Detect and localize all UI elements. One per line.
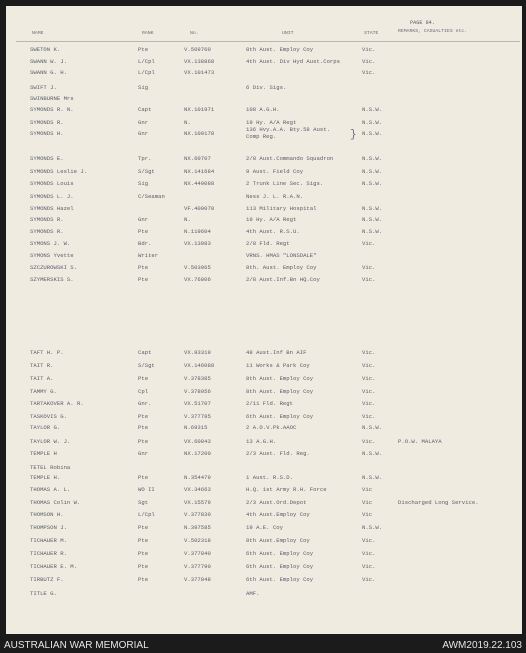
row-rank: Pte	[138, 524, 149, 531]
row-service-number: NX.100178	[184, 130, 215, 137]
row-rank: C/Seaman	[138, 193, 165, 200]
row-service-number: V.509760	[184, 46, 211, 53]
row-rank: S/Sgt	[138, 362, 155, 369]
page-number: PAGE 84.	[410, 20, 435, 26]
row-service-number: VX.34663	[184, 486, 211, 493]
column-header-rank: RANK	[142, 31, 154, 36]
column-header-name: NAME	[32, 31, 44, 36]
row-unit: 108 A.G.H.	[246, 106, 280, 113]
row-unit: 4th Aust.Employ Coy	[246, 511, 310, 518]
row-name: TASKOVIS G.	[30, 413, 67, 420]
row-service-number: V.378056	[184, 388, 211, 395]
row-unit: 113 Military Hospital	[246, 205, 317, 212]
row-rank: Cpl	[138, 388, 149, 395]
row-service-number: V.377848	[184, 576, 211, 583]
row-service-number: V.503965	[184, 264, 211, 271]
row-service-number: VX.101473	[184, 69, 215, 76]
row-name: TEMPLE H	[30, 450, 57, 457]
row-unit: 6th Aust. Employ Coy	[246, 550, 314, 557]
institution-caption: AUSTRALIAN WAR MEMORIAL	[4, 640, 149, 651]
row-unit: 136 Hvy.A.A. Bty.58 Aust. Comp Reg.	[246, 126, 330, 140]
row-name: SYMONDS R.	[30, 216, 64, 223]
row-name: TICHAUER M.	[30, 537, 67, 544]
row-unit: 4th Aust. Div Hyd Aust.Corps	[246, 58, 340, 65]
row-rank: Tpr.	[138, 155, 152, 162]
row-state: N.S.W.	[362, 180, 383, 187]
column-header-remarks: REMARKS, CASUALTIES etc.	[398, 29, 468, 34]
row-service-number: V.377840	[184, 550, 211, 557]
row-unit: 8th Aust. Employ Coy	[246, 375, 314, 382]
row-unit: 2/8 Fld. Regt	[246, 240, 290, 247]
row-unit: Ness J. L. R.A.N.	[246, 193, 304, 200]
row-unit: 8th Aust. Employ Coy	[246, 46, 314, 53]
row-unit: 13 A.G.H.	[246, 438, 277, 445]
row-rank: Sig	[138, 180, 149, 187]
row-state: Vic	[362, 499, 373, 506]
row-name: THOMAS A. L.	[30, 486, 71, 493]
row-rank: Gnr	[138, 119, 149, 126]
row-state: Vic.	[362, 375, 376, 382]
row-state: N.S.W.	[362, 205, 383, 212]
row-unit: 2/11 Fld. Regt	[246, 400, 293, 407]
row-state: Vic.	[362, 362, 376, 369]
row-service-number: VX.146088	[184, 362, 215, 369]
row-name: SYMONS J. W.	[30, 240, 71, 247]
row-state: N.S.W.	[362, 424, 383, 431]
row-unit: 2 A.O.V.Pk.AAOC	[246, 424, 297, 431]
row-state: Vic.	[362, 413, 376, 420]
row-name: TARTAKOVER A. R.	[30, 400, 84, 407]
row-rank: L/Cpl	[138, 58, 155, 65]
row-rank: Pte	[138, 537, 149, 544]
row-unit: 2 Trunk Line Sec. Sigs.	[246, 180, 324, 187]
row-rank: Capt	[138, 349, 152, 356]
row-name: TICHAUER E. M.	[30, 563, 77, 570]
row-name: SYMONDS E.	[30, 155, 64, 162]
row-rank: Gnr	[138, 130, 149, 137]
row-name: TITLE G.	[30, 590, 57, 597]
row-unit: H.Q. 1st Army R.H. Force	[246, 486, 327, 493]
row-service-number: V.377790	[184, 563, 211, 570]
row-unit: 19 A.E. Coy	[246, 524, 283, 531]
row-rank: Pte	[138, 46, 149, 53]
row-name: SWINBURNE Mrs	[30, 95, 74, 102]
row-name: TEMPLE H.	[30, 474, 61, 481]
row-state: Vic.	[362, 58, 376, 65]
row-rank: Pte	[138, 228, 149, 235]
row-state: N.S.W.	[362, 119, 383, 126]
row-state: Vic.	[362, 349, 376, 356]
row-service-number: NX.101971	[184, 106, 215, 113]
row-rank: Bdr.	[138, 240, 152, 247]
row-unit: 8th Aust. Employ Coy	[246, 388, 314, 395]
row-name: SYMONS Yvette	[30, 252, 74, 259]
row-rank: Capt	[138, 106, 152, 113]
row-service-number: V.377830	[184, 511, 211, 518]
row-state: Vic	[362, 486, 373, 493]
row-unit: 19 Hy. A/A Regt	[246, 119, 297, 126]
row-service-number: VX.138868	[184, 58, 215, 65]
row-state: N.S.W.	[362, 474, 383, 481]
row-service-number: N.354479	[184, 474, 211, 481]
row-rank: Gnr.	[138, 400, 152, 407]
row-unit: 8th. Aust. Employ Coy	[246, 264, 317, 271]
row-unit: 11 Works & Park Coy	[246, 362, 310, 369]
row-unit: 6th Aust. Employ Coy	[246, 576, 314, 583]
row-name: SYMONDS Leslie J.	[30, 168, 88, 175]
row-remarks: P.O.W. MALAYA	[398, 438, 442, 445]
document-page	[6, 6, 522, 634]
row-state: Vic.	[362, 438, 376, 445]
row-state: Vic.	[362, 69, 376, 76]
row-rank: Pte	[138, 563, 149, 570]
row-unit: 19 Hy. A/A Regt	[246, 216, 297, 223]
row-name: TAIT R.	[30, 362, 54, 369]
row-name: SWETON K.	[30, 46, 61, 53]
row-unit: AMF.	[246, 590, 260, 597]
row-service-number: V.502318	[184, 537, 211, 544]
row-name: SYMONDS Louis	[30, 180, 74, 187]
row-service-number: VX.60843	[184, 438, 211, 445]
row-service-number: V.378385	[184, 375, 211, 382]
row-name: SWANN W. J.	[30, 58, 67, 65]
row-rank: L/Cpl	[138, 69, 155, 76]
row-name: TETEL Robina	[30, 464, 71, 471]
row-rank: Pte	[138, 276, 149, 283]
row-service-number: NX.60707	[184, 155, 211, 162]
row-unit: 1 Aust. R.S.D.	[246, 474, 293, 481]
row-rank: Sgt	[138, 499, 149, 506]
row-service-number: VF.400078	[184, 205, 215, 212]
row-rank: Pte	[138, 438, 149, 445]
row-name: TAFT H. P.	[30, 349, 64, 356]
row-unit: 6th Aust. Employ Coy	[246, 563, 314, 570]
row-service-number: N.397585	[184, 524, 211, 531]
row-unit: 4th Aust. R.S.U.	[246, 228, 300, 235]
row-name: SYMONDS R.	[30, 119, 64, 126]
row-service-number: NX.440088	[184, 180, 215, 187]
row-state: Vic.	[362, 550, 376, 557]
row-name: SYMONDS R.	[30, 228, 64, 235]
row-name: TICHAUER R.	[30, 550, 67, 557]
row-rank: Gnr	[138, 216, 149, 223]
row-name: SZYMERSKIS S.	[30, 276, 74, 283]
header-rule	[16, 41, 520, 42]
row-unit: 6 Div. Sigs.	[246, 84, 287, 91]
row-name: TAIT A.	[30, 375, 54, 382]
row-service-number: V.377785	[184, 413, 211, 420]
row-state: Vic.	[362, 276, 376, 283]
row-rank: Pte	[138, 474, 149, 481]
row-state: N.S.W.	[362, 228, 383, 235]
row-rank: Pte	[138, 424, 149, 431]
row-rank: Pte	[138, 375, 149, 382]
row-state: Vic	[362, 511, 373, 518]
row-service-number: VX.13083	[184, 240, 211, 247]
row-service-number: VX.76806	[184, 276, 211, 283]
row-rank: Writer	[138, 252, 159, 259]
bracket-mark: }	[350, 129, 357, 141]
row-service-number: NX.141684	[184, 168, 215, 175]
row-name: THOMAS Colin W.	[30, 499, 81, 506]
row-state: Vic.	[362, 264, 376, 271]
row-service-number: N.119604	[184, 228, 211, 235]
row-state: N.S.W.	[362, 524, 383, 531]
row-name: THOMSON H.	[30, 511, 64, 518]
row-service-number: N.	[184, 216, 191, 223]
row-name: TAMMY G.	[30, 388, 57, 395]
row-unit: 9 Aust. Field Coy	[246, 168, 304, 175]
row-state: N.S.W.	[362, 168, 383, 175]
row-state: Vic.	[362, 537, 376, 544]
row-unit: 2/8 Aust.Inf.Bn HQ.Coy	[246, 276, 320, 283]
row-state: Vic.	[362, 563, 376, 570]
row-name: SWIFT J.	[30, 84, 57, 91]
row-service-number: N.	[184, 119, 191, 126]
row-rank: Pte	[138, 264, 149, 271]
row-name: SYMONDS Hazel	[30, 205, 74, 212]
reference-caption: AWM2019.22.103	[442, 640, 522, 651]
row-name: THOMPSON J.	[30, 524, 67, 531]
row-state: N.S.W.	[362, 450, 383, 457]
row-unit: 8th Aust.Employ Coy	[246, 537, 310, 544]
column-header-state: STATE	[364, 31, 379, 36]
row-name: TIRBUTZ F.	[30, 576, 64, 583]
column-header-unit: UNIT	[282, 31, 294, 36]
row-name: TAYLOR G.	[30, 424, 61, 431]
row-rank: L/Cpl	[138, 511, 155, 518]
column-header-no: No.	[190, 31, 199, 36]
row-name: SYMONDS R. N.	[30, 106, 74, 113]
row-service-number: VX.93319	[184, 349, 211, 356]
row-rank: Pte	[138, 413, 149, 420]
row-remarks: Discharged Long Service.	[398, 499, 479, 506]
row-state: Vic.	[362, 240, 376, 247]
row-state: Vic.	[362, 388, 376, 395]
row-name: TAYLOR W. J.	[30, 438, 71, 445]
row-unit: 2/3 Aust. Fld. Reg.	[246, 450, 310, 457]
row-name: SWANN G. H.	[30, 69, 67, 76]
row-rank: Pte	[138, 550, 149, 557]
row-unit: 48 Aust.Inf Bn AIF	[246, 349, 307, 356]
row-service-number: VX.15579	[184, 499, 211, 506]
row-name: SYMONDS H.	[30, 130, 64, 137]
row-state: N.S.W.	[362, 106, 383, 113]
row-unit: VRNS. HMAS "LONSDALE"	[246, 252, 317, 259]
row-state: Vic.	[362, 46, 376, 53]
row-service-number: NX.17200	[184, 450, 211, 457]
row-rank: WO II	[138, 486, 155, 493]
row-rank: Sig	[138, 84, 149, 91]
row-rank: Pte	[138, 576, 149, 583]
row-name: SZCZUROWSKI S.	[30, 264, 77, 271]
row-service-number: VX.51707	[184, 400, 211, 407]
row-unit: 2/3 Aust.Ord.Depot	[246, 499, 307, 506]
row-state: Vic.	[362, 400, 376, 407]
row-service-number: N.69315	[184, 424, 208, 431]
row-state: N.S.W.	[362, 216, 383, 223]
row-unit: 2/8 Aust.Commando Squadron	[246, 155, 334, 162]
row-rank: S/Sgt	[138, 168, 155, 175]
row-state: Vic.	[362, 576, 376, 583]
row-rank: Gnr	[138, 450, 149, 457]
row-state: N.S.W.	[362, 130, 383, 137]
row-state: N.S.W.	[362, 155, 383, 162]
row-unit: 6th Aust. Employ Coy	[246, 413, 314, 420]
row-name: SYMONDS L. J.	[30, 193, 74, 200]
